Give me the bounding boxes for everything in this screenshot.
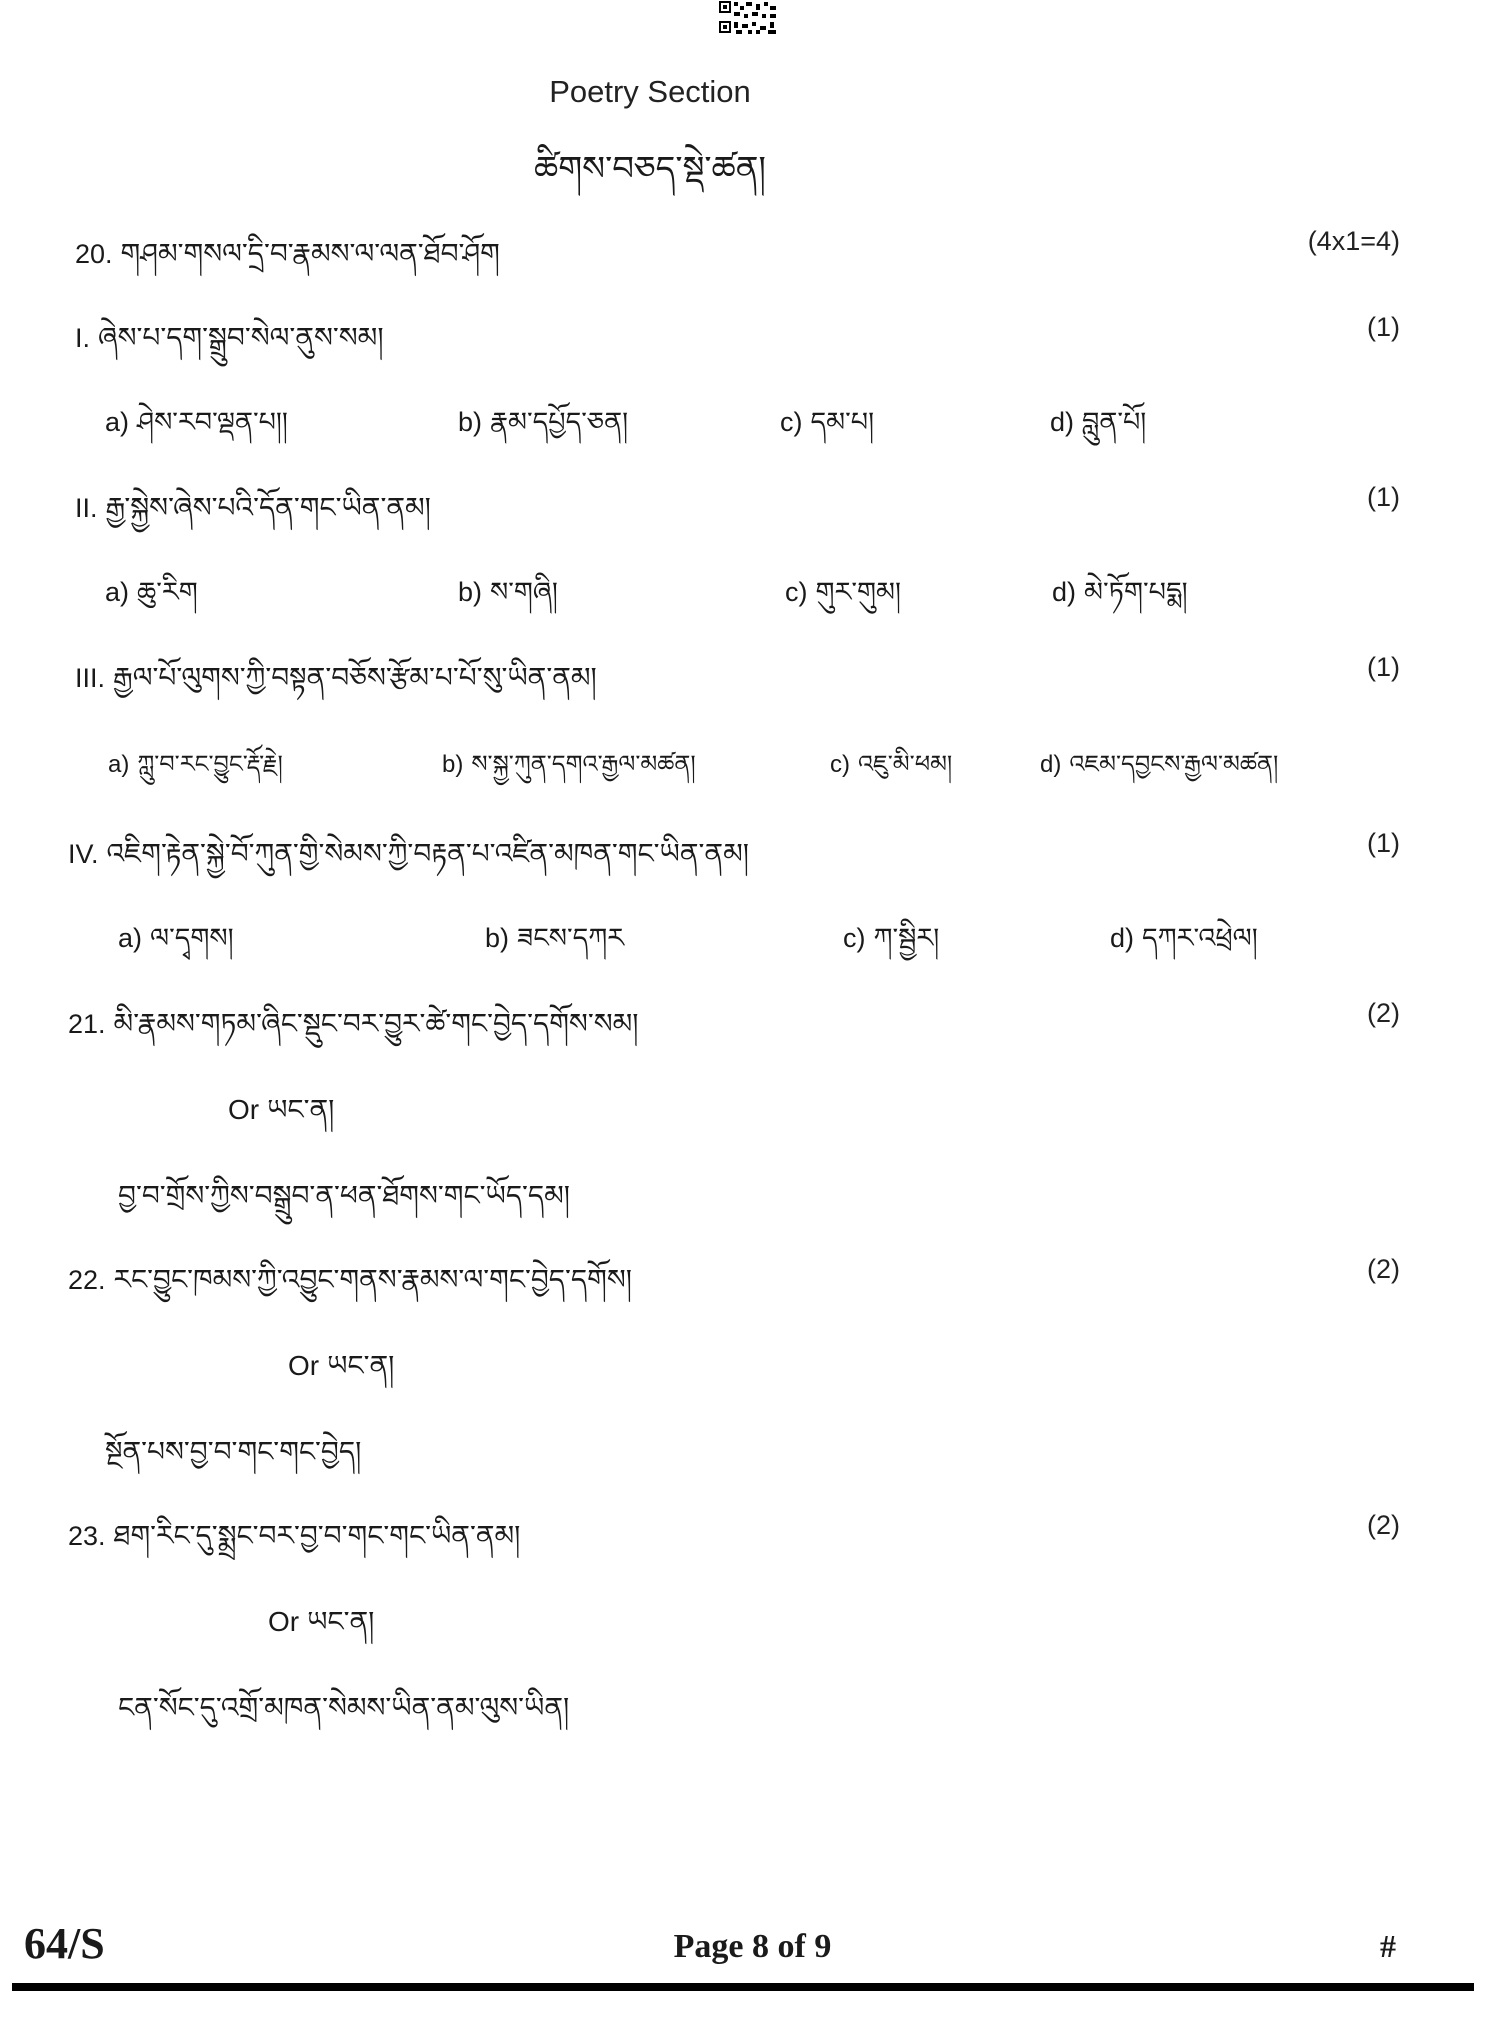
- section-title: Poetry Section: [549, 74, 751, 109]
- question-21-marks: (2): [1367, 998, 1400, 1028]
- option-d: d) འཇམ་དབྱངས་རྒྱལ་མཚན།: [1040, 750, 1279, 778]
- question-text: ཐག་རིང་དུ་སྨྲང་བར་བྱ་བ་གང་གང་ཡིན་ནམ།: [113, 1519, 521, 1552]
- option-d: d) བླུན་པོ།: [1050, 407, 1147, 438]
- item-marks: (1): [1367, 652, 1400, 682]
- question-number: 20.: [75, 239, 113, 269]
- option-c: c) གུར་གུམ།: [785, 577, 901, 608]
- option-c: c) འཇུ་མི་ཕམ།: [830, 750, 953, 778]
- option-c: c) ཀ་སྦྱིར།: [843, 923, 940, 954]
- or-separator: Or ཡང་ན།: [288, 1349, 395, 1382]
- option-c: c) དམ་པ།: [780, 407, 875, 438]
- item-text: རྒྱ་སྐྱེས་ཞེས་པའི་དོན་གང་ཡིན་ནམ།: [105, 491, 431, 524]
- item-roman: II.: [75, 493, 98, 523]
- question-20-iv: [68, 822, 749, 901]
- item-marks: (1): [1367, 312, 1400, 342]
- section-subtitle: ཚིགས་བཅད་སྡེ་ཚན།: [534, 149, 766, 189]
- option-b: b) ཟངས་དཀར: [485, 923, 625, 954]
- question-22: [68, 1248, 632, 1327]
- question-23-alternative: ངན་སོང་དུ་འགྲོ་མཁན་སེམས་ཡིན་ནམ་ལུས་ཡིན།: [118, 1691, 570, 1724]
- item-marks: (1): [1367, 482, 1400, 512]
- question-22-alternative: སྔོན་པས་བྱ་བ་གང་གང་བྱེད།: [105, 1435, 362, 1468]
- option-b: b) ས་སྐྱ་ཀུན་དགའ་རྒྱལ་མཚན།: [442, 750, 696, 778]
- question-23: [68, 1504, 520, 1583]
- question-20-marks: (4x1=4): [1307, 226, 1400, 256]
- hash-mark: #: [1380, 1928, 1396, 1964]
- or-separator: Or ཡང་ན།: [228, 1093, 335, 1126]
- question-text: མི་རྣམས་གཏམ་ཞིང་སྡུང་བར་བྱུར་ཚེ་གང་བྱེད་དགོས་སམ།: [113, 1007, 639, 1040]
- question-23-marks: (2): [1367, 1510, 1400, 1540]
- or-separator: Or ཡང་ན།: [268, 1605, 375, 1638]
- footer-rule: [12, 1983, 1474, 1991]
- item-roman: III.: [75, 663, 106, 693]
- question-20-ii: [75, 476, 431, 555]
- question-number: 23.: [68, 1521, 106, 1551]
- option-b: b) རྣམ་དཔྱོད་ཅན།: [458, 407, 629, 438]
- option-a: a) ལ་དྭགས།: [118, 923, 234, 954]
- option-d: d) མེ་ཏོག་པདྨ།: [1052, 577, 1188, 608]
- option-a: a) ཆུ་རིག: [105, 577, 198, 608]
- item-marks: (1): [1367, 828, 1400, 858]
- question-20-iii: [75, 646, 597, 725]
- question-21: [68, 992, 638, 1071]
- question-text: རང་བྱུང་ཁམས་ཀྱི་འབྱུང་གནས་རྣམས་ལ་གང་བྱེད་དགོས།: [113, 1263, 632, 1296]
- option-b: b) ས་གཞི།: [458, 577, 558, 608]
- option-d: d) དཀར་འཕྲེལ།: [1110, 923, 1258, 954]
- question-number: 22.: [68, 1265, 106, 1295]
- question-number: 21.: [68, 1009, 106, 1039]
- item-roman: IV.: [68, 839, 99, 869]
- page-number: Page 8 of 9: [673, 1928, 832, 1965]
- question-21-alternative: བྱ་བ་གྲོས་ཀྱིས་བསྒྲུབ་ན་ཕན་ཐོགས་གང་ཡོད་དམ།: [118, 1179, 571, 1212]
- option-a: a) ཀླུ་བ་རང་བྱུང་རྡོ་རྗེ།: [108, 750, 283, 778]
- paper-code: 64/S: [24, 1919, 105, 1968]
- qr-code-icon: [718, 0, 780, 36]
- question-text: གཤམ་གསལ་དྲི་བ་རྣམས་ལ་ལན་ཐོབ་ཤོག: [120, 237, 500, 270]
- item-roman: I.: [75, 323, 91, 353]
- question-20-i: [75, 306, 384, 385]
- item-text: རྒྱལ་པོ་ལུགས་ཀྱི་བསྟན་བཅོས་རྩོམ་པ་པོ་སུ་ཡིན་ནམ།: [113, 661, 597, 694]
- item-text: ཞེས་པ་དག་སྒྲུབ་སེལ་ནུས་སམ།: [98, 321, 384, 354]
- question-22-marks: (2): [1367, 1254, 1400, 1284]
- question-20: [75, 222, 500, 301]
- item-text: འཇིག་རྟེན་སྐྱེ་བོ་ཀུན་གྱི་སེམས་ཀྱི་བརྟན་པ་འཛིན་མཁན་གང་ཡིན་ནམ།: [106, 837, 749, 870]
- option-a: a) ཤེས་རབ་ལྡན་པ།།: [105, 407, 288, 438]
